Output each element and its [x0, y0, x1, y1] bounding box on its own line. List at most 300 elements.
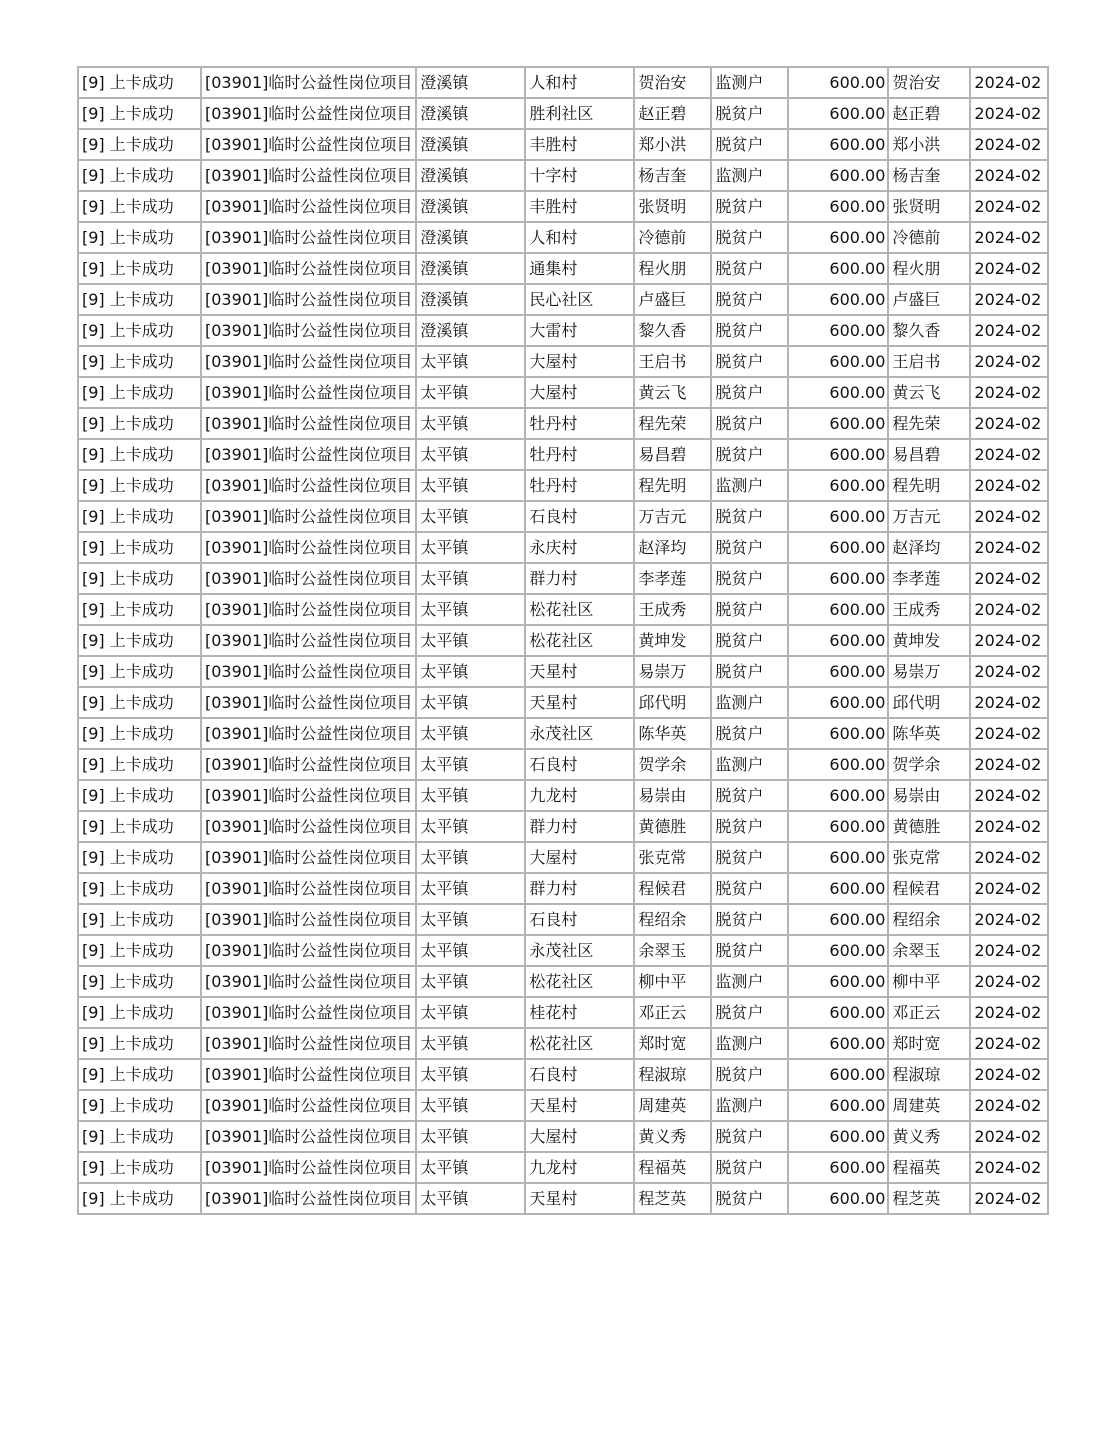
period-cell: 2024-02	[970, 160, 1048, 191]
village-cell: 天星村	[525, 1183, 634, 1214]
amount-cell: 600.00	[788, 408, 888, 439]
name-cell: 黄德胜	[634, 811, 711, 842]
status-cell: [9] 上卡成功	[78, 377, 201, 408]
amount-cell: 600.00	[788, 594, 888, 625]
project-cell: [03901]临时公益性岗位项目	[201, 1183, 416, 1214]
payee-cell: 程火朋	[888, 253, 970, 284]
amount-cell: 600.00	[788, 470, 888, 501]
status-cell: [9] 上卡成功	[78, 1183, 201, 1214]
amount-cell: 600.00	[788, 1059, 888, 1090]
payee-cell: 柳中平	[888, 966, 970, 997]
status-cell: [9] 上卡成功	[78, 98, 201, 129]
name-cell: 杨吉奎	[634, 160, 711, 191]
table-row	[78, 532, 1048, 563]
village-cell: 丰胜村	[525, 191, 634, 222]
period-cell: 2024-02	[970, 656, 1048, 687]
village-cell: 天星村	[525, 687, 634, 718]
status-cell: [9] 上卡成功	[78, 1028, 201, 1059]
period-cell: 2024-02	[970, 1028, 1048, 1059]
table-row	[78, 625, 1048, 656]
table-row	[78, 1090, 1048, 1121]
payee-cell: 程芝英	[888, 1183, 970, 1214]
village-cell: 石良村	[525, 904, 634, 935]
amount-cell: 600.00	[788, 842, 888, 873]
status-cell: [9] 上卡成功	[78, 346, 201, 377]
village-cell: 牡丹村	[525, 470, 634, 501]
town-cell: 太平镇	[416, 1152, 525, 1183]
village-cell: 大屋村	[525, 346, 634, 377]
town-cell: 太平镇	[416, 501, 525, 532]
amount-cell: 600.00	[788, 439, 888, 470]
name-cell: 卢盛巨	[634, 284, 711, 315]
name-cell: 邓正云	[634, 997, 711, 1028]
project-cell: [03901]临时公益性岗位项目	[201, 408, 416, 439]
town-cell: 太平镇	[416, 842, 525, 873]
payee-cell: 黄云飞	[888, 377, 970, 408]
town-cell: 太平镇	[416, 563, 525, 594]
status-cell: [9] 上卡成功	[78, 625, 201, 656]
period-cell: 2024-02	[970, 687, 1048, 718]
village-cell: 石良村	[525, 749, 634, 780]
town-cell: 太平镇	[416, 718, 525, 749]
amount-cell: 600.00	[788, 346, 888, 377]
status-cell: [9] 上卡成功	[78, 718, 201, 749]
amount-cell: 600.00	[788, 1121, 888, 1152]
project-cell: [03901]临时公益性岗位项目	[201, 1028, 416, 1059]
period-cell: 2024-02	[970, 315, 1048, 346]
period-cell: 2024-02	[970, 842, 1048, 873]
project-cell: [03901]临时公益性岗位项目	[201, 315, 416, 346]
table-row	[78, 749, 1048, 780]
name-cell: 程福英	[634, 1152, 711, 1183]
table-row	[78, 222, 1048, 253]
payee-cell: 张克常	[888, 842, 970, 873]
status-cell: [9] 上卡成功	[78, 873, 201, 904]
household-type-cell: 脱贫户	[711, 594, 788, 625]
table-row	[78, 656, 1048, 687]
period-cell: 2024-02	[970, 594, 1048, 625]
village-cell: 天星村	[525, 656, 634, 687]
village-cell: 通集村	[525, 253, 634, 284]
payee-cell: 王启书	[888, 346, 970, 377]
project-cell: [03901]临时公益性岗位项目	[201, 1090, 416, 1121]
period-cell: 2024-02	[970, 532, 1048, 563]
amount-cell: 600.00	[788, 997, 888, 1028]
amount-cell: 600.00	[788, 749, 888, 780]
amount-cell: 600.00	[788, 191, 888, 222]
name-cell: 程绍余	[634, 904, 711, 935]
payee-cell: 黎久香	[888, 315, 970, 346]
amount-cell: 600.00	[788, 98, 888, 129]
status-cell: [9] 上卡成功	[78, 1059, 201, 1090]
payee-cell: 程绍余	[888, 904, 970, 935]
amount-cell: 600.00	[788, 315, 888, 346]
payee-cell: 张贤明	[888, 191, 970, 222]
payee-cell: 万吉元	[888, 501, 970, 532]
table-row	[78, 904, 1048, 935]
amount-cell: 600.00	[788, 935, 888, 966]
name-cell: 李孝莲	[634, 563, 711, 594]
town-cell: 太平镇	[416, 625, 525, 656]
table-row	[78, 129, 1048, 160]
period-cell: 2024-02	[970, 377, 1048, 408]
name-cell: 程先明	[634, 470, 711, 501]
project-cell: [03901]临时公益性岗位项目	[201, 811, 416, 842]
period-cell: 2024-02	[970, 191, 1048, 222]
name-cell: 冷德前	[634, 222, 711, 253]
table-row	[78, 1028, 1048, 1059]
period-cell: 2024-02	[970, 346, 1048, 377]
project-cell: [03901]临时公益性岗位项目	[201, 439, 416, 470]
village-cell: 牡丹村	[525, 408, 634, 439]
period-cell: 2024-02	[970, 997, 1048, 1028]
town-cell: 太平镇	[416, 1028, 525, 1059]
name-cell: 王成秀	[634, 594, 711, 625]
period-cell: 2024-02	[970, 222, 1048, 253]
project-cell: [03901]临时公益性岗位项目	[201, 873, 416, 904]
period-cell: 2024-02	[970, 67, 1048, 98]
period-cell: 2024-02	[970, 439, 1048, 470]
project-cell: [03901]临时公益性岗位项目	[201, 966, 416, 997]
project-cell: [03901]临时公益性岗位项目	[201, 98, 416, 129]
village-cell: 群力村	[525, 811, 634, 842]
name-cell: 郑时宽	[634, 1028, 711, 1059]
project-cell: [03901]临时公益性岗位项目	[201, 935, 416, 966]
name-cell: 柳中平	[634, 966, 711, 997]
payee-cell: 周建英	[888, 1090, 970, 1121]
project-cell: [03901]临时公益性岗位项目	[201, 222, 416, 253]
status-cell: [9] 上卡成功	[78, 966, 201, 997]
name-cell: 郑小洪	[634, 129, 711, 160]
amount-cell: 600.00	[788, 129, 888, 160]
status-cell: [9] 上卡成功	[78, 408, 201, 439]
household-type-cell: 脱贫户	[711, 811, 788, 842]
town-cell: 澄溪镇	[416, 284, 525, 315]
town-cell: 澄溪镇	[416, 315, 525, 346]
town-cell: 太平镇	[416, 749, 525, 780]
table-row	[78, 563, 1048, 594]
period-cell: 2024-02	[970, 563, 1048, 594]
payee-cell: 卢盛巨	[888, 284, 970, 315]
household-type-cell: 监测户	[711, 687, 788, 718]
household-type-cell: 脱贫户	[711, 315, 788, 346]
village-cell: 人和村	[525, 67, 634, 98]
amount-cell: 600.00	[788, 532, 888, 563]
village-cell: 松花社区	[525, 594, 634, 625]
period-cell: 2024-02	[970, 935, 1048, 966]
household-type-cell: 脱贫户	[711, 1183, 788, 1214]
town-cell: 太平镇	[416, 1090, 525, 1121]
village-cell: 松花社区	[525, 1028, 634, 1059]
name-cell: 贺学余	[634, 749, 711, 780]
table-row	[78, 439, 1048, 470]
status-cell: [9] 上卡成功	[78, 656, 201, 687]
project-cell: [03901]临时公益性岗位项目	[201, 377, 416, 408]
household-type-cell: 脱贫户	[711, 346, 788, 377]
town-cell: 澄溪镇	[416, 160, 525, 191]
town-cell: 澄溪镇	[416, 67, 525, 98]
name-cell: 程淑琼	[634, 1059, 711, 1090]
payee-cell: 程先明	[888, 470, 970, 501]
payee-cell: 赵正碧	[888, 98, 970, 129]
status-cell: [9] 上卡成功	[78, 780, 201, 811]
table-row	[78, 1152, 1048, 1183]
period-cell: 2024-02	[970, 470, 1048, 501]
amount-cell: 600.00	[788, 160, 888, 191]
payee-cell: 程福英	[888, 1152, 970, 1183]
name-cell: 程芝英	[634, 1183, 711, 1214]
period-cell: 2024-02	[970, 98, 1048, 129]
status-cell: [9] 上卡成功	[78, 594, 201, 625]
village-cell: 永茂社区	[525, 718, 634, 749]
table-row	[78, 594, 1048, 625]
table-row	[78, 997, 1048, 1028]
table-row	[78, 780, 1048, 811]
town-cell: 澄溪镇	[416, 98, 525, 129]
project-cell: [03901]临时公益性岗位项目	[201, 191, 416, 222]
village-cell: 桂花村	[525, 997, 634, 1028]
project-cell: [03901]临时公益性岗位项目	[201, 470, 416, 501]
town-cell: 太平镇	[416, 904, 525, 935]
table-row	[78, 191, 1048, 222]
town-cell: 太平镇	[416, 966, 525, 997]
household-type-cell: 脱贫户	[711, 129, 788, 160]
period-cell: 2024-02	[970, 284, 1048, 315]
town-cell: 太平镇	[416, 873, 525, 904]
town-cell: 太平镇	[416, 346, 525, 377]
amount-cell: 600.00	[788, 718, 888, 749]
household-type-cell: 脱贫户	[711, 997, 788, 1028]
town-cell: 澄溪镇	[416, 222, 525, 253]
payee-cell: 易崇万	[888, 656, 970, 687]
project-cell: [03901]临时公益性岗位项目	[201, 656, 416, 687]
name-cell: 余翠玉	[634, 935, 711, 966]
status-cell: [9] 上卡成功	[78, 687, 201, 718]
household-type-cell: 脱贫户	[711, 780, 788, 811]
table-row	[78, 1059, 1048, 1090]
project-cell: [03901]临时公益性岗位项目	[201, 346, 416, 377]
period-cell: 2024-02	[970, 718, 1048, 749]
table-row	[78, 687, 1048, 718]
household-type-cell: 脱贫户	[711, 191, 788, 222]
village-cell: 永庆村	[525, 532, 634, 563]
household-type-cell: 脱贫户	[711, 98, 788, 129]
name-cell: 易崇由	[634, 780, 711, 811]
household-type-cell: 脱贫户	[711, 284, 788, 315]
period-cell: 2024-02	[970, 966, 1048, 997]
town-cell: 太平镇	[416, 780, 525, 811]
amount-cell: 600.00	[788, 811, 888, 842]
status-cell: [9] 上卡成功	[78, 904, 201, 935]
village-cell: 丰胜村	[525, 129, 634, 160]
amount-cell: 600.00	[788, 625, 888, 656]
village-cell: 大屋村	[525, 842, 634, 873]
household-type-cell: 监测户	[711, 749, 788, 780]
status-cell: [9] 上卡成功	[78, 284, 201, 315]
table-row	[78, 253, 1048, 284]
amount-cell: 600.00	[788, 1028, 888, 1059]
project-cell: [03901]临时公益性岗位项目	[201, 1152, 416, 1183]
table-row	[78, 718, 1048, 749]
payee-cell: 王成秀	[888, 594, 970, 625]
payee-cell: 郑小洪	[888, 129, 970, 160]
name-cell: 易昌碧	[634, 439, 711, 470]
village-cell: 大屋村	[525, 1121, 634, 1152]
table-row	[78, 1121, 1048, 1152]
town-cell: 太平镇	[416, 408, 525, 439]
project-cell: [03901]临时公益性岗位项目	[201, 1121, 416, 1152]
table-row	[78, 873, 1048, 904]
status-cell: [9] 上卡成功	[78, 1121, 201, 1152]
status-cell: [9] 上卡成功	[78, 160, 201, 191]
payee-cell: 程候君	[888, 873, 970, 904]
payee-cell: 黄义秀	[888, 1121, 970, 1152]
payee-cell: 程淑琼	[888, 1059, 970, 1090]
town-cell: 太平镇	[416, 687, 525, 718]
village-cell: 大雷村	[525, 315, 634, 346]
town-cell: 太平镇	[416, 439, 525, 470]
household-type-cell: 脱贫户	[711, 253, 788, 284]
project-cell: [03901]临时公益性岗位项目	[201, 594, 416, 625]
table-row	[78, 1183, 1048, 1214]
name-cell: 程火朋	[634, 253, 711, 284]
amount-cell: 600.00	[788, 284, 888, 315]
table-row	[78, 966, 1048, 997]
status-cell: [9] 上卡成功	[78, 1090, 201, 1121]
amount-cell: 600.00	[788, 377, 888, 408]
table-row	[78, 470, 1048, 501]
name-cell: 易崇万	[634, 656, 711, 687]
town-cell: 太平镇	[416, 594, 525, 625]
town-cell: 太平镇	[416, 377, 525, 408]
period-cell: 2024-02	[970, 1152, 1048, 1183]
amount-cell: 600.00	[788, 687, 888, 718]
payee-cell: 陈华英	[888, 718, 970, 749]
table-row	[78, 935, 1048, 966]
project-cell: [03901]临时公益性岗位项目	[201, 253, 416, 284]
name-cell: 程先荣	[634, 408, 711, 439]
household-type-cell: 监测户	[711, 67, 788, 98]
household-type-cell: 脱贫户	[711, 563, 788, 594]
name-cell: 程候君	[634, 873, 711, 904]
village-cell: 牡丹村	[525, 439, 634, 470]
table-row	[78, 501, 1048, 532]
village-cell: 永茂社区	[525, 935, 634, 966]
village-cell: 人和村	[525, 222, 634, 253]
household-type-cell: 脱贫户	[711, 1059, 788, 1090]
status-cell: [9] 上卡成功	[78, 532, 201, 563]
household-type-cell: 监测户	[711, 160, 788, 191]
name-cell: 陈华英	[634, 718, 711, 749]
project-cell: [03901]临时公益性岗位项目	[201, 749, 416, 780]
status-cell: [9] 上卡成功	[78, 997, 201, 1028]
village-cell: 石良村	[525, 501, 634, 532]
name-cell: 张克常	[634, 842, 711, 873]
payee-cell: 程先荣	[888, 408, 970, 439]
project-cell: [03901]临时公益性岗位项目	[201, 780, 416, 811]
payee-cell: 李孝莲	[888, 563, 970, 594]
amount-cell: 600.00	[788, 873, 888, 904]
period-cell: 2024-02	[970, 129, 1048, 160]
amount-cell: 600.00	[788, 1090, 888, 1121]
table-body	[78, 67, 1048, 1214]
village-cell: 胜利社区	[525, 98, 634, 129]
status-cell: [9] 上卡成功	[78, 315, 201, 346]
period-cell: 2024-02	[970, 873, 1048, 904]
payee-cell: 赵泽均	[888, 532, 970, 563]
town-cell: 太平镇	[416, 470, 525, 501]
household-type-cell: 监测户	[711, 966, 788, 997]
period-cell: 2024-02	[970, 811, 1048, 842]
household-type-cell: 脱贫户	[711, 532, 788, 563]
payee-cell: 贺治安	[888, 67, 970, 98]
period-cell: 2024-02	[970, 625, 1048, 656]
period-cell: 2024-02	[970, 904, 1048, 935]
period-cell: 2024-02	[970, 408, 1048, 439]
town-cell: 太平镇	[416, 532, 525, 563]
payee-cell: 邓正云	[888, 997, 970, 1028]
payee-cell: 黄坤发	[888, 625, 970, 656]
status-cell: [9] 上卡成功	[78, 470, 201, 501]
name-cell: 黄坤发	[634, 625, 711, 656]
town-cell: 太平镇	[416, 1059, 525, 1090]
household-type-cell: 脱贫户	[711, 935, 788, 966]
household-type-cell: 监测户	[711, 1090, 788, 1121]
project-cell: [03901]临时公益性岗位项目	[201, 1059, 416, 1090]
table-row	[78, 284, 1048, 315]
table-row	[78, 98, 1048, 129]
period-cell: 2024-02	[970, 749, 1048, 780]
village-cell: 群力村	[525, 873, 634, 904]
period-cell: 2024-02	[970, 1183, 1048, 1214]
household-type-cell: 脱贫户	[711, 873, 788, 904]
village-cell: 大屋村	[525, 377, 634, 408]
period-cell: 2024-02	[970, 253, 1048, 284]
amount-cell: 600.00	[788, 67, 888, 98]
status-cell: [9] 上卡成功	[78, 501, 201, 532]
project-cell: [03901]临时公益性岗位项目	[201, 842, 416, 873]
period-cell: 2024-02	[970, 1059, 1048, 1090]
table-row	[78, 842, 1048, 873]
village-cell: 石良村	[525, 1059, 634, 1090]
amount-cell: 600.00	[788, 904, 888, 935]
payee-cell: 杨吉奎	[888, 160, 970, 191]
status-cell: [9] 上卡成功	[78, 222, 201, 253]
name-cell: 周建英	[634, 1090, 711, 1121]
name-cell: 黄云飞	[634, 377, 711, 408]
town-cell: 太平镇	[416, 935, 525, 966]
status-cell: [9] 上卡成功	[78, 1152, 201, 1183]
household-type-cell: 脱贫户	[711, 408, 788, 439]
project-cell: [03901]临时公益性岗位项目	[201, 532, 416, 563]
table-row	[78, 67, 1048, 98]
town-cell: 太平镇	[416, 1183, 525, 1214]
amount-cell: 600.00	[788, 1152, 888, 1183]
period-cell: 2024-02	[970, 1121, 1048, 1152]
name-cell: 邱代明	[634, 687, 711, 718]
name-cell: 赵泽均	[634, 532, 711, 563]
project-cell: [03901]临时公益性岗位项目	[201, 501, 416, 532]
amount-cell: 600.00	[788, 656, 888, 687]
payee-cell: 冷德前	[888, 222, 970, 253]
project-cell: [03901]临时公益性岗位项目	[201, 687, 416, 718]
household-type-cell: 脱贫户	[711, 656, 788, 687]
household-type-cell: 脱贫户	[711, 1121, 788, 1152]
name-cell: 黎久香	[634, 315, 711, 346]
town-cell: 澄溪镇	[416, 253, 525, 284]
table-row	[78, 408, 1048, 439]
table-row	[78, 346, 1048, 377]
